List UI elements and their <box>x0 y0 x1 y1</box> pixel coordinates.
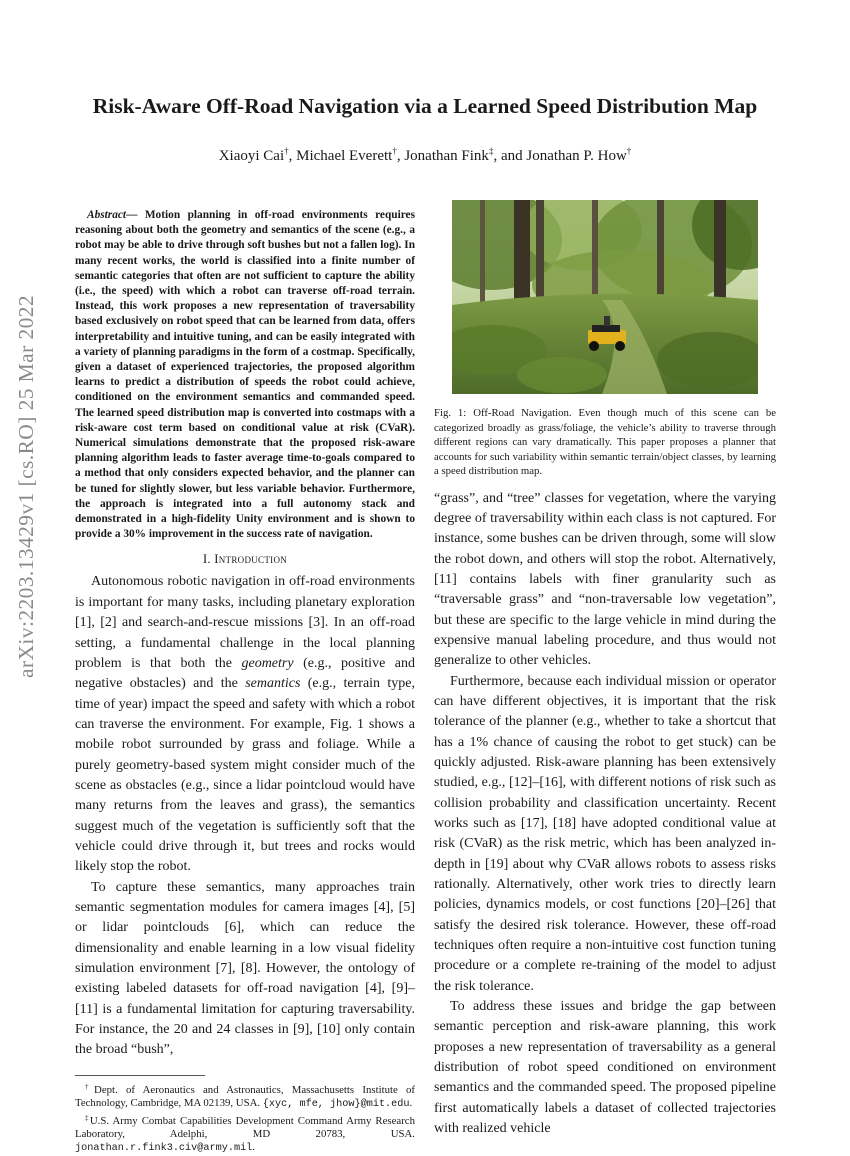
abstract-text: — Motion planning in off-road environments requires reasoning about both the geometry and semantics of the scene (e.g., a robot may be able to drive through soft bushes but not a fallen log). In many recent works, the world is classified into a finite number of semantic categories that often are not sufficient to capture the ability (i.e., the speed) with which a robot can traverse off-road terrain. Instead, this work proposes a new representation of traversability based exclusively on robot speed that can be learned from data, offers interpretability and intuitive tuning, and can be easily integrated with a variety of planning paradigms in the form of a costmap. Specifically, given a dataset of experienced trajectories, the proposed algorithm learns to predict a distribution of speeds the robot could achieve, conditioned on the environment semantics and commanded speed. The learned speed distribution map is converted into costmaps with a risk-aware cost term based on conditional value at risk (CVaR). Numerical simulations demonstrate that the proposed risk-aware planning algorithm leads to faster average time-to-goals compared to a method that only considers expected behavior, and the planner can be tuned for slightly slower, but less variable behavior. Furthermore, the approach is integrated into a full autonomy stack and demonstrated in a high-fidelity Unity environment and is shown to provide a 30% improvement in the success rate of navigation. <box>75 209 415 541</box>
intro-paragraph-2: To capture these semantics, many approaches train semantic segmentation modules for camera images [4], [5] or lidar pointclouds [6], which can reduce the dimensionality and enable learning in a low visual fidelity simulation environment [7], [8]. However, the ontology of existing labeled datasets for off-road navigation [4], [9]–[11] is a fundamental limitation for capturing traversability. For instance, the 20 and 24 classes in [9], [10] only contain the broad “bush”, <box>75 879 415 1058</box>
affiliation-mark: † <box>626 146 632 156</box>
affiliation-mark: † <box>284 146 289 156</box>
abstract <box>75 208 415 542</box>
emphasis-geometry: geometry <box>241 655 294 671</box>
right-column <box>434 200 776 1140</box>
affiliation-mark: ‡ <box>488 146 494 156</box>
arxiv-identifier: arXiv:2203.13429v1 [cs.RO] 25 Mar 2022 <box>14 294 38 678</box>
author-name: Jonathan Fink <box>404 148 489 164</box>
footnote-affiliation-mit: †Dept. of Aeronautics and Astronautics, Massachusetts Institute of Technology, Cambridge, MA 02139, USA. {xyc, mfe, jhow}@mit.edu. <box>75 1082 415 1111</box>
figure-1-caption: Fig. 1: Off-Road Navigation. Even though much of this scene can be categorized broadly as grass/foliage, the vehicle’s ability to traverse through different regions can vary dramatically. This paper proposes a planner that accounts for such variability within semantic terrain/object classes, by learning a speed distribution map. <box>434 407 776 477</box>
email-address: {xyc, mfe, jhow}@mit.edu <box>262 1099 410 1111</box>
paragraph-risk-tolerance: Furthermore, because each individual mission or operator can have different objectives, it is important that the risk tolerance of the planner (e.g., whether to take a shortcut that has a 1% chance of causing the robot to get stuck) can be quickly adjusted. Risk-aware planning has been extensively studied, e.g., [12]–[16], with different notions of risk such as collision probability and classification uncertainty. Recent works such as [17], [18] have adopted conditional value at risk (CVaR) as the risk metric, which has been analyzed in-depth in [19] about why CVaR allows robots to assess risks rationally. Alternatively, other work tries to directly learn policies, dynamics models, or cost functions [20]–[26] that satisfy the desired risk tolerance. However, these off-road techniques often require a non-intuitive cost function tuning procedure or a complete re-training of the model to adjust the risk tolerance. <box>434 673 776 994</box>
email-address: jonathan.r.fink3.civ@army.mil <box>75 1143 253 1155</box>
author-name: Jonathan P. How <box>526 148 627 164</box>
section-title: Introduction <box>214 552 288 567</box>
footnote-rule <box>75 1075 205 1076</box>
paragraph-proposal: To address these issues and bridge the gap between semantic perception and risk-aware planning, this work proposes a new representation of traversability as a general distribution of robot speed conditioned on environment semantics and the commanded speed. The proposed pipeline first automatically labels a dataset of collected trajectories with realized vehicle <box>434 999 776 1137</box>
affiliation-mark: † <box>392 146 397 156</box>
paragraph-continued: “grass”, and “tree” classes for vegetation, where the varying degree of traversability within each class is not captured. For instance, some bushes can be driven through, some will slow the robot down, and others will stop the robot. Alternatively, [11] contains labels with finer granularity such as “traversable grass” and “non-traversable low vegetation”, but these are specific to the large vehicle in mind during the expensive manual labeling procedure, and thus would not generalize to other vehicles. <box>434 490 776 669</box>
footnote-affiliation-arl: ‡U.S. Army Combat Capabilities Development Command Army Research Laboratory, Adelphi, MD 20783, USA. jonathan.r.fink3.civ@army.mil. <box>75 1113 415 1155</box>
intro-paragraph-1: Autonomous robotic navigation in off-road environments is important for many tasks, including planetary exploration [1], [2] and search-and-rescue missions [3]. In an off-road setting, a fundamental challenge in the local planning problem is that both the geometry (e.g., positive and negative obstacles) and the semantics (e.g., terrain type, time of year) impact the speed and safety with which a robot can traverse the environment. For example, Fig. 1 shows a mobile robot surrounded by grass and foliage. While a purely geometry-based system might consider much of the scene as obstacles (e.g., since a lidar pointcloud would have many returns from the leaves and grass), the semantics suggest much of the vegetation is sufficiently soft that the vehicle could drive through it, but trees and rocks would likely stop the robot. <box>75 574 416 875</box>
paper-title: Risk-Aware Off-Road Navigation via a Learned Speed Distribution Map <box>92 94 758 118</box>
abstract-label: Abstract <box>87 209 127 221</box>
emphasis-semantics: semantics <box>245 676 301 692</box>
author-name: Xiaoyi Cai <box>218 148 285 164</box>
author-name: Michael Everett <box>296 148 393 164</box>
author-list: Xiaoyi Cai†, Michael Everett†, Jonathan Fink‡, and Jonathan P. How† <box>218 146 632 164</box>
section-heading <box>75 552 415 567</box>
left-column <box>75 208 415 1156</box>
right-column-text <box>434 489 776 1140</box>
forest-scene-illustration <box>452 200 758 394</box>
figure-1-photo <box>452 200 758 394</box>
section-number: I. <box>202 552 211 567</box>
